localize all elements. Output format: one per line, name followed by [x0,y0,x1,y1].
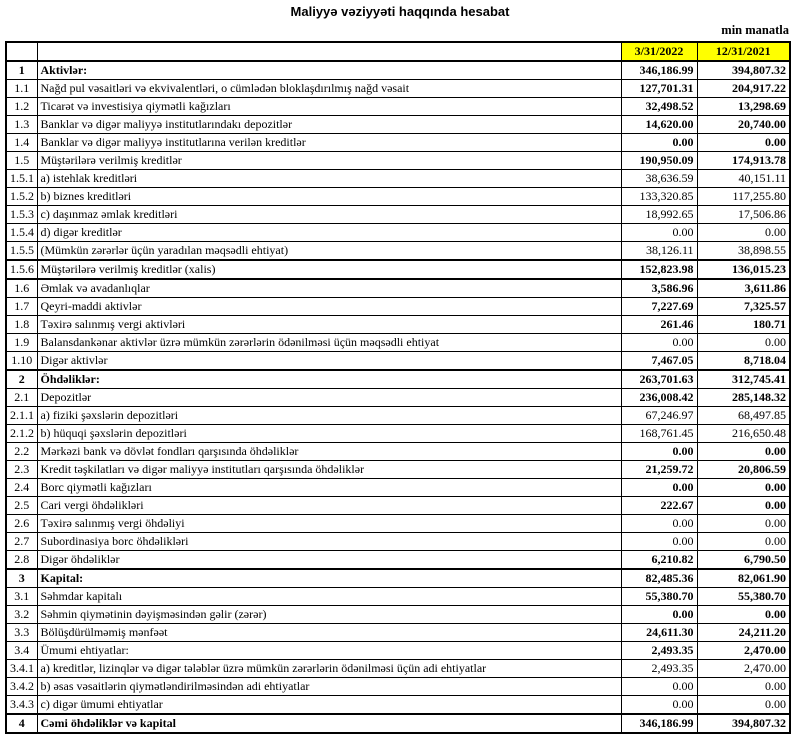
row-label-cell: (Mümkün zərərlər üçün yaradılan məqsədli ehtiyat) [37,242,621,261]
value-cell-2022: 152,823.98 [621,260,697,279]
row-label-cell: Banklar və digər maliyyə institutlarındakı depozitlər [37,116,621,134]
row-number-cell: 2.4 [6,479,37,497]
table-row-4 [6,714,790,733]
row-number-cell: 3.1 [6,588,37,606]
row-label-cell: Depozitlər [37,389,621,407]
column-header-date-2021: 12/31/2021 [697,42,790,61]
value-cell-2021: 20,740.00 [697,116,790,134]
value-cell-2021: 174,913.78 [697,152,790,170]
row-number-cell: 1.2 [6,98,37,116]
value-cell-2022: 127,701.31 [621,80,697,98]
row-label-cell: a) istehlak kreditləri [37,170,621,188]
row-label-cell: Digər aktivlər [37,352,621,371]
value-cell-2021: 0.00 [697,533,790,551]
row-label-cell: Subordinasiya borc öhdəlikləri [37,533,621,551]
value-cell-2021: 2,470.00 [697,660,790,678]
table-row-2.6 [6,515,790,533]
table-row-1.5.5 [6,242,790,261]
value-cell-2021: 0.00 [697,678,790,696]
table-row-3.4.2 [6,678,790,696]
row-number-cell: 1.5.2 [6,188,37,206]
row-label-cell: Ticarət və investisiya qiymətli kağızları [37,98,621,116]
table-row-1.5.3 [6,206,790,224]
table-row-3 [6,569,790,588]
unit-note: min manatla [721,23,789,37]
value-cell-2021: 2,470.00 [697,642,790,660]
value-cell-2022: 261.46 [621,316,697,334]
row-number-cell: 1.1 [6,80,37,98]
value-cell-2022: 2,493.35 [621,642,697,660]
row-number-cell: 2.7 [6,533,37,551]
row-number-cell: 2.2 [6,443,37,461]
header-row [6,42,790,61]
value-cell-2022: 0.00 [621,479,697,497]
row-label-cell: Öhdəliklər: [37,370,621,389]
value-cell-2021: 68,497.85 [697,407,790,425]
value-cell-2021: 0.00 [697,443,790,461]
table-row-3.4.1 [6,660,790,678]
row-label-cell: Borc qiymətli kağızları [37,479,621,497]
row-number-cell: 1.5.4 [6,224,37,242]
table-row-1.5.2 [6,188,790,206]
value-cell-2021: 136,015.23 [697,260,790,279]
row-label-cell: Mərkəzi bank və dövlət fondları qarşısında öhdəliklər [37,443,621,461]
value-cell-2022: 0.00 [621,678,697,696]
value-cell-2021: 8,718.04 [697,352,790,371]
value-cell-2022: 0.00 [621,134,697,152]
table-row-1.7 [6,298,790,316]
table-row-1 [6,61,790,80]
row-number-cell: 4 [6,714,37,733]
value-cell-2021: 82,061.90 [697,569,790,588]
table-row-1.10 [6,352,790,371]
value-cell-2022: 0.00 [621,224,697,242]
row-number-cell: 1.3 [6,116,37,134]
row-label-cell: Balansdankənar aktivlər üzrə mümkün zərərlərin ödənilməsi üçün məqsədli ehtiyat [37,334,621,352]
value-cell-2022: 0.00 [621,334,697,352]
row-number-cell: 2.6 [6,515,37,533]
value-cell-2021: 0.00 [697,515,790,533]
value-cell-2021: 0.00 [697,224,790,242]
table-row-2.7 [6,533,790,551]
row-number-cell: 3.4.3 [6,696,37,715]
value-cell-2022: 190,950.09 [621,152,697,170]
value-cell-2021: 17,506.86 [697,206,790,224]
table-row-2.5 [6,497,790,515]
row-label-cell: b) hüquqi şəxslərin depozitləri [37,425,621,443]
value-cell-2022: 222.67 [621,497,697,515]
row-number-cell: 3.4.2 [6,678,37,696]
row-number-cell: 2.5 [6,497,37,515]
row-number-cell: 2.1.1 [6,407,37,425]
value-cell-2022: 3,586.96 [621,279,697,298]
table-row-1.8 [6,316,790,334]
value-cell-2021: 312,745.41 [697,370,790,389]
row-label-cell: Nağd pul vəsaitləri və ekvivalentləri, o cümlədən bloklaşdırılmış nağd vəsait [37,80,621,98]
table-row-1.9 [6,334,790,352]
value-cell-2022: 263,701.63 [621,370,697,389]
row-label-cell: Kapital: [37,569,621,588]
value-cell-2022: 2,493.35 [621,660,697,678]
row-label-cell: c) daşınmaz əmlak kreditləri [37,206,621,224]
table-row-2.1.2 [6,425,790,443]
row-number-cell: 1.6 [6,279,37,298]
row-number-cell: 3.3 [6,624,37,642]
table-row-2.2 [6,443,790,461]
value-cell-2021: 38,898.55 [697,242,790,261]
table-body [6,61,790,733]
row-number-cell: 1.5 [6,152,37,170]
value-cell-2022: 346,186.99 [621,714,697,733]
value-cell-2022: 133,320.85 [621,188,697,206]
row-label-cell: Cari vergi öhdəlikləri [37,497,621,515]
table-row-3.3 [6,624,790,642]
row-number-cell: 2.1.2 [6,425,37,443]
row-number-cell: 3 [6,569,37,588]
value-cell-2022: 24,611.30 [621,624,697,642]
value-cell-2022: 0.00 [621,515,697,533]
value-cell-2021: 0.00 [697,497,790,515]
value-cell-2021: 285,148.32 [697,389,790,407]
row-label-cell: Cəmi öhdəliklər və kapital [37,714,621,733]
value-cell-2021: 3,611.86 [697,279,790,298]
financial-position-table [5,41,791,734]
value-cell-2022: 7,227.69 [621,298,697,316]
value-cell-2022: 0.00 [621,443,697,461]
row-label-cell: d) digər kreditlər [37,224,621,242]
table-row-1.4 [6,134,790,152]
value-cell-2021: 7,325.57 [697,298,790,316]
row-label-cell: Əmlak və avadanlıqlar [37,279,621,298]
row-number-cell: 1.4 [6,134,37,152]
column-header-date-2022: 3/31/2022 [621,42,697,61]
header-cell-empty-number [6,42,37,61]
row-label-cell: Səhmdar kapitalı [37,588,621,606]
value-cell-2021: 0.00 [697,334,790,352]
row-number-cell: 2.3 [6,461,37,479]
report-title: Maliyyə vəziyyəti haqqında hesabat [290,4,510,19]
table-row-1.5.1 [6,170,790,188]
row-label-cell: Müştərilərə verilmiş kreditlər [37,152,621,170]
row-number-cell: 1.9 [6,334,37,352]
value-cell-2022: 7,467.05 [621,352,697,371]
row-label-cell: Bölüşdürülməmiş mənfəət [37,624,621,642]
value-cell-2021: 394,807.32 [697,714,790,733]
table-row-2.4 [6,479,790,497]
table-row-2 [6,370,790,389]
value-cell-2022: 236,008.42 [621,389,697,407]
value-cell-2022: 346,186.99 [621,61,697,80]
row-number-cell: 1.5.3 [6,206,37,224]
row-label-cell: a) fiziki şəxslərin depozitləri [37,407,621,425]
value-cell-2022: 0.00 [621,606,697,624]
value-cell-2022: 168,761.45 [621,425,697,443]
value-cell-2022: 0.00 [621,533,697,551]
row-number-cell: 1.10 [6,352,37,371]
row-label-cell: Təxirə salınmış vergi aktivləri [37,316,621,334]
table-row-2.1 [6,389,790,407]
row-label-cell: a) kreditlər, lizinqlər və digər tələblər üzrə mümkün zərərlərin ödənilməsi üçün adi ehtiyatlar [37,660,621,678]
value-cell-2021: 24,211.20 [697,624,790,642]
row-number-cell: 2.1 [6,389,37,407]
table-row-1.5.6 [6,260,790,279]
table-row-2.8 [6,551,790,570]
value-cell-2022: 14,620.00 [621,116,697,134]
row-label-cell: b) əsas vəsaitlərin qiymətləndirilməsindən adi ehtiyatlar [37,678,621,696]
table-row-1.2 [6,98,790,116]
row-number-cell: 1 [6,61,37,80]
row-number-cell: 1.5.5 [6,242,37,261]
row-label-cell: Kredit təşkilatları və digər maliyyə institutları qarşısında öhdəliklər [37,461,621,479]
table-row-1.5.4 [6,224,790,242]
header-cell-empty-label [37,42,621,61]
table-row-1.5 [6,152,790,170]
value-cell-2021: 117,255.80 [697,188,790,206]
row-label-cell: Banklar və digər maliyyə institutlarına verilən kreditlər [37,134,621,152]
value-cell-2021: 55,380.70 [697,588,790,606]
row-number-cell: 1.7 [6,298,37,316]
value-cell-2022: 6,210.82 [621,551,697,570]
row-label-cell: Qeyri-maddi aktivlər [37,298,621,316]
table-row-1.3 [6,116,790,134]
value-cell-2021: 0.00 [697,134,790,152]
value-cell-2022: 32,498.52 [621,98,697,116]
row-label-cell: Aktivlər: [37,61,621,80]
table-row-1.6 [6,279,790,298]
value-cell-2022: 21,259.72 [621,461,697,479]
value-cell-2021: 0.00 [697,479,790,497]
value-cell-2022: 0.00 [621,696,697,715]
row-number-cell: 2.8 [6,551,37,570]
row-label-cell: Səhmin qiymətinin dəyişməsindən gəlir (zərər) [37,606,621,624]
row-number-cell: 1.8 [6,316,37,334]
value-cell-2021: 216,650.48 [697,425,790,443]
value-cell-2022: 18,992.65 [621,206,697,224]
value-cell-2021: 40,151.11 [697,170,790,188]
value-cell-2022: 38,126.11 [621,242,697,261]
value-cell-2021: 6,790.50 [697,551,790,570]
row-label-cell: Digər öhdəliklər [37,551,621,570]
value-cell-2022: 82,485.36 [621,569,697,588]
table-row-3.4.3 [6,696,790,715]
table-row-2.1.1 [6,407,790,425]
table-row-3.1 [6,588,790,606]
value-cell-2021: 204,917.22 [697,80,790,98]
table-row-3.2 [6,606,790,624]
value-cell-2022: 38,636.59 [621,170,697,188]
row-number-cell: 3.4 [6,642,37,660]
value-cell-2021: 0.00 [697,696,790,715]
value-cell-2021: 13,298.69 [697,98,790,116]
row-number-cell: 2 [6,370,37,389]
table-row-1.1 [6,80,790,98]
value-cell-2021: 180.71 [697,316,790,334]
row-number-cell: 3.4.1 [6,660,37,678]
value-cell-2021: 20,806.59 [697,461,790,479]
value-cell-2021: 394,807.32 [697,61,790,80]
table-row-3.4 [6,642,790,660]
row-label-cell: Ümumi ehtiyatlar: [37,642,621,660]
row-label-cell: c) digər ümumi ehtiyatlar [37,696,621,715]
value-cell-2022: 55,380.70 [621,588,697,606]
row-label-cell: Müştərilərə verilmiş kreditlər (xalis) [37,260,621,279]
row-number-cell: 1.5.1 [6,170,37,188]
row-label-cell: b) biznes kreditləri [37,188,621,206]
row-number-cell: 1.5.6 [6,260,37,279]
row-label-cell: Təxirə salınmış vergi öhdəliyi [37,515,621,533]
value-cell-2022: 67,246.97 [621,407,697,425]
row-number-cell: 3.2 [6,606,37,624]
table-row-2.3 [6,461,790,479]
value-cell-2021: 0.00 [697,606,790,624]
